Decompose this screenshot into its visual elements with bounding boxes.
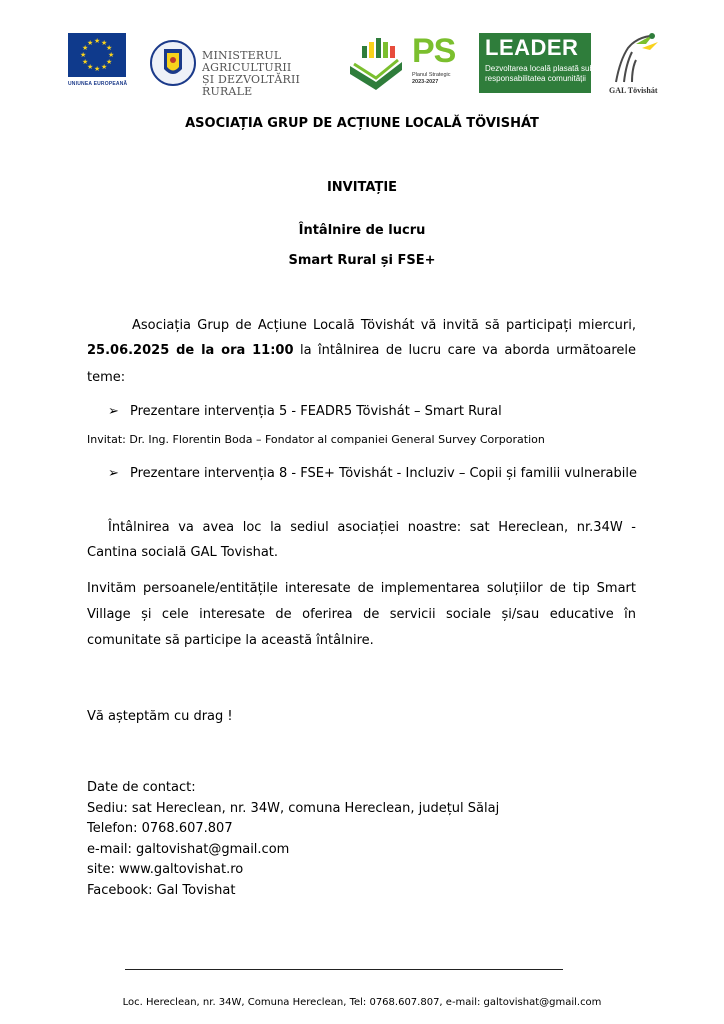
contact-address: Sediu: sat Hereclean, nr. 34W, comuna Hereclean, județul Sălaj — [87, 800, 500, 816]
contact-email[interactable]: e-mail: galtovishat@gmail.com — [87, 841, 290, 857]
invite-line-3: comunitate să participe la această întâlnire. — [87, 633, 374, 648]
gal-emblem-icon — [606, 30, 664, 86]
ps-emblem-icon — [346, 32, 410, 96]
eu-caption: UNIUNEA EUROPEANĂ — [68, 81, 128, 87]
ps-wordmark: PS — [412, 32, 456, 70]
venue-line-2: Cantina socială GAL Tovishat. — [87, 545, 279, 560]
logo-strip — [0, 30, 724, 100]
contact-block — [87, 778, 499, 901]
meeting-heading: Întâlnire de lucru — [298, 223, 426, 238]
contact-title: Date de contact: — [87, 780, 196, 795]
invite-line-2: Village și cele interesate de oferirea de servicii sociale și/sau educative în — [87, 607, 636, 622]
eu-flag-icon: ★ ★ ★ ★ ★ ★ ★ ★ ★ ★ ★ ★ — [68, 33, 126, 77]
arrow-bullet-icon: ➢ — [108, 466, 119, 481]
eu-logo — [68, 33, 128, 87]
government-crest-logo — [150, 33, 196, 93]
ministry-label: MINISTERUL AGRICULTURII ȘI DEZVOLTĂRII RURALE — [202, 49, 301, 98]
intro-line-3: teme: — [87, 370, 126, 385]
leader-logo: LEADER Dezvoltarea locală plasată sub responsabilitatea comunității — [479, 33, 591, 93]
strategic-plan-logo — [346, 32, 456, 96]
invite-line-1: Invităm persoanele/entitățile interesate de implementarea soluțiilor de tip Smart — [87, 581, 636, 596]
footer-divider — [125, 969, 563, 970]
crest-icon — [150, 33, 196, 93]
contact-phone: Telefon: 0768.607.807 — [87, 821, 233, 836]
closing-line: Vă așteptăm cu drag ! — [87, 709, 233, 724]
contact-site[interactable]: site: www.galtovishat.ro — [87, 862, 244, 877]
organization-title: ASOCIAȚIA GRUP DE ACȚIUNE LOCALĂ TÖVISHÁT — [185, 116, 539, 131]
arrow-bullet-icon: ➢ — [108, 404, 119, 419]
topic-heading: Smart Rural și FSE+ — [288, 253, 436, 268]
invitation-heading: INVITAȚIE — [326, 180, 398, 195]
leader-subtitle: Dezvoltarea locală plasată sub responsabilitatea comunității — [485, 64, 594, 83]
gal-logo — [606, 30, 664, 98]
guest-line: Invitat: Dr. Ing. Florentin Boda – Fondator al companiei General Survey Corporation — [87, 433, 545, 446]
gal-caption: GAL Tövishát — [609, 86, 658, 95]
footer-text: Loc. Hereclean, nr. 34W, Comuna Hereclean, Tel: 0768.607.807, e-mail: galtovishat@gmail.com — [122, 997, 602, 1008]
venue-line-1: Întâlnirea va avea loc la sediul asociației noastre: sat Hereclean, nr.34W - — [108, 520, 636, 535]
intro-line-2: 25.06.2025 de la ora 11:00 la întâlnirea de lucru care va aborda următoarele — [87, 343, 636, 358]
list-item: ➢ Prezentare intervenția 8 - FSE+ Tövishát - Incluziv – Copii și familii vulnerabile — [108, 466, 637, 481]
contact-facebook[interactable]: Facebook: Gal Tovishat — [87, 882, 236, 898]
list-item: ➢ Prezentare intervenția 5 - FEADR5 Tövishát – Smart Rural — [108, 404, 502, 419]
meeting-date: 25.06.2025 de la ora 11:00 — [87, 343, 294, 358]
ps-caption: Planul Strategic 2023-2027 — [412, 72, 451, 85]
intro-line-1: Asociația Grup de Acțiune Locală Tövishát vă invită să participați miercuri, — [132, 318, 636, 333]
